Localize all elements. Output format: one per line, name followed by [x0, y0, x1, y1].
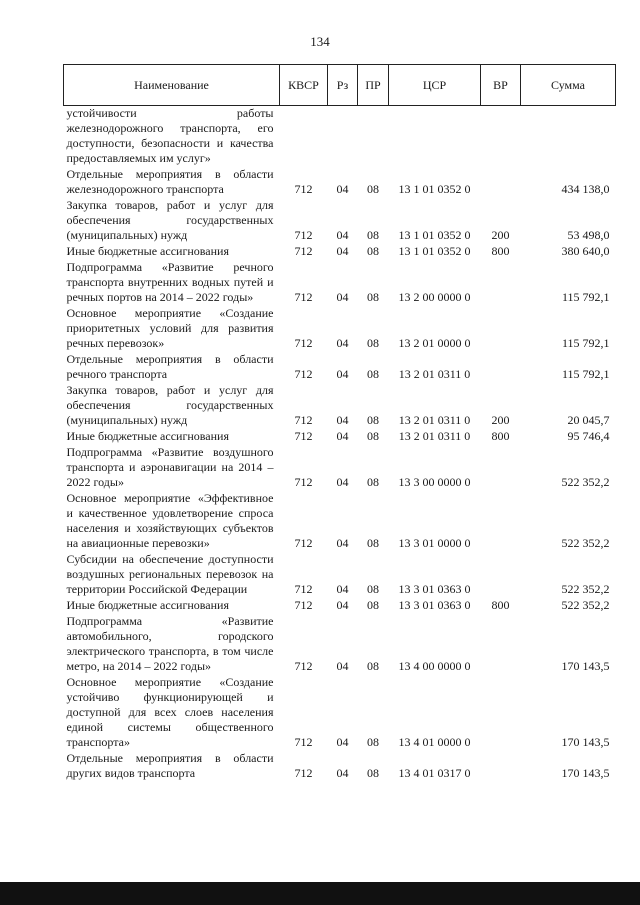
cell-name: Закупка товаров, работ и услуг для обеспечения государственных (муниципальных) нужд: [66, 383, 274, 427]
cell-pr: 08: [367, 336, 379, 350]
cell-name: Подпрограмма «Развитие воздушного транспорта и аэронавигации на 2014 – 2022 годы»: [66, 445, 274, 489]
cell-csr: 13 2 01 0311 0: [398, 429, 471, 443]
cell-csr: 13 4 01 0000 0: [398, 735, 471, 749]
cell-name: Иные бюджетные ассигнования: [66, 429, 229, 443]
cell-vr: [481, 491, 521, 552]
cell-kvsr: 712: [294, 766, 313, 780]
cell-csr: 13 2 00 0000 0: [398, 290, 471, 304]
cell-vr: 800: [491, 598, 510, 612]
table-row: [64, 352, 616, 383]
header-csr: ЦСР: [389, 65, 481, 106]
cell-sum: 115 792,1: [561, 367, 610, 381]
cell-sum: 380 640,0: [561, 244, 610, 258]
cell-name: Иные бюджетные ассигнования: [66, 244, 229, 258]
cell-rz: 04: [336, 228, 349, 242]
scan-bottom-edge: [0, 882, 640, 905]
cell-kvsr: 712: [294, 536, 313, 550]
table-row: [64, 244, 616, 260]
header-kvsr: КВСР: [280, 65, 328, 106]
cell-name: Подпрограмма «Развитие речного транспорта внутренних водных путей и речных портов на 2014 – 2022 годы»: [66, 260, 274, 304]
cell-sum: 115 792,1: [561, 290, 610, 304]
cell-sum: 20 045,7: [567, 413, 610, 427]
cell-rz: 04: [336, 582, 349, 596]
header-name: Наименование: [64, 65, 280, 106]
cell-kvsr: 712: [294, 413, 313, 427]
cell-vr: [481, 167, 521, 198]
cell-vr: [481, 445, 521, 491]
cell-pr: 08: [367, 244, 379, 258]
table-row: [64, 491, 616, 552]
cell-vr: [481, 675, 521, 751]
cell-kvsr: 712: [294, 228, 313, 242]
cell-sum: 115 792,1: [561, 336, 610, 350]
cell-name: Подпрограмма «Развитие автомобильного, городского электрического транспорта, в том числе метро, на 2014 – 2022 годы»: [66, 614, 274, 673]
cell-vr: [481, 751, 521, 782]
cell-pr: 08: [367, 766, 379, 780]
cell-csr: 13 2 01 0311 0: [398, 367, 471, 381]
cell-rz: 04: [336, 766, 349, 780]
cell-name: Основное мероприятие «Создание устойчиво функционирующей и доступной для всех слоев населения единой системы общественного транспорта»: [66, 675, 274, 749]
header-pr: ПР: [358, 65, 389, 106]
table-row: [64, 614, 616, 675]
cell-csr: 13 3 00 0000 0: [398, 475, 471, 489]
cell-rz: 04: [336, 367, 349, 381]
cell-csr: 13 4 01 0317 0: [398, 766, 471, 780]
cell-kvsr: 712: [294, 598, 313, 612]
cell-sum: 522 352,2: [561, 598, 610, 612]
cell-kvsr: 712: [294, 244, 313, 258]
cell-csr: 13 4 00 0000 0: [398, 659, 471, 673]
cell-rz: 04: [336, 413, 349, 427]
cell-rz: 04: [336, 244, 349, 258]
cell-kvsr: 712: [294, 182, 313, 196]
cell-rz: 04: [336, 429, 349, 443]
cell-pr: 08: [367, 598, 379, 612]
cell-csr: 13 2 01 0311 0: [398, 413, 471, 427]
cell-kvsr: 712: [294, 475, 313, 489]
cell-kvsr: 712: [294, 367, 313, 381]
table-row: [64, 429, 616, 445]
cell-csr: 13 2 01 0000 0: [398, 336, 471, 350]
cell-name: Субсидии на обеспечение доступности воздушных региональных перевозок на территории Российской Федерации: [66, 552, 274, 596]
cell-csr: 13 3 01 0363 0: [398, 598, 471, 612]
table-row: [64, 445, 616, 491]
cell-rz: 04: [336, 659, 349, 673]
table-row: [64, 383, 616, 429]
cell-rz: 04: [336, 290, 349, 304]
cell-sum: 53 498,0: [567, 228, 610, 242]
cell-sum: 434 138,0: [561, 182, 610, 196]
cell-vr: 800: [491, 429, 510, 443]
cell-vr: [481, 614, 521, 675]
cell-kvsr: 712: [294, 429, 313, 443]
cell-csr: 13 1 01 0352 0: [398, 244, 471, 258]
cell-pr: 08: [367, 429, 379, 443]
table-body: [64, 106, 616, 783]
cell-vr: 200: [491, 228, 510, 242]
cell-vr: 200: [491, 413, 510, 427]
cell-name: устойчивости работы железнодорожного транспорта, его доступности, безопасности и качества предоставляемых им услуг»: [66, 106, 274, 165]
table-row: [64, 198, 616, 244]
cell-rz: 04: [336, 598, 349, 612]
cell-vr: [481, 552, 521, 598]
table-row: [64, 167, 616, 198]
cell-pr: 08: [367, 735, 379, 749]
cell-sum: [521, 106, 616, 168]
table-row: [64, 306, 616, 352]
cell-vr: 800: [491, 244, 510, 258]
cell-rz: [328, 106, 358, 168]
cell-sum: 95 746,4: [567, 429, 610, 443]
cell-pr: 08: [367, 290, 379, 304]
cell-rz: 04: [336, 475, 349, 489]
table-row: [64, 598, 616, 614]
cell-name: Основное мероприятие «Эффективное и качественное удовлетворение спроса населения и хозяйствующих субъектов на авиационные перевозки»: [66, 491, 274, 550]
table-row: [64, 260, 616, 306]
cell-csr: 13 1 01 0352 0: [398, 228, 471, 242]
cell-csr: 13 3 01 0363 0: [398, 582, 471, 596]
cell-vr: [481, 306, 521, 352]
cell-csr: [389, 106, 481, 168]
cell-pr: 08: [367, 413, 379, 427]
cell-rz: 04: [336, 536, 349, 550]
table-header-row: [64, 65, 616, 106]
cell-rz: 04: [336, 336, 349, 350]
table-row: [64, 552, 616, 598]
header-sum: Сумма: [521, 65, 616, 106]
cell-rz: 04: [336, 182, 349, 196]
cell-pr: 08: [367, 367, 379, 381]
cell-kvsr: 712: [294, 582, 313, 596]
cell-csr: 13 3 01 0000 0: [398, 536, 471, 550]
cell-pr: 08: [367, 182, 379, 196]
cell-name: Основное мероприятие «Создание приоритетных условий для развития речных перевозок»: [66, 306, 274, 350]
cell-kvsr: 712: [294, 290, 313, 304]
cell-sum: 522 352,2: [561, 536, 610, 550]
cell-pr: 08: [367, 228, 379, 242]
cell-name: Закупка товаров, работ и услуг для обеспечения государственных (муниципальных) нужд: [66, 198, 274, 242]
budget-table: [63, 64, 616, 782]
cell-kvsr: 712: [294, 659, 313, 673]
cell-sum: 522 352,2: [561, 475, 610, 489]
cell-sum: 170 143,5: [561, 735, 610, 749]
table-row: [64, 751, 616, 782]
cell-name: Отдельные мероприятия в области других видов транспорта: [66, 751, 274, 780]
cell-vr: [481, 106, 521, 168]
cell-pr: 08: [367, 536, 379, 550]
cell-pr: 08: [367, 659, 379, 673]
cell-kvsr: [280, 106, 328, 168]
cell-pr: [358, 106, 389, 168]
cell-kvsr: 712: [294, 735, 313, 749]
cell-pr: 08: [367, 582, 379, 596]
cell-kvsr: 712: [294, 336, 313, 350]
cell-rz: 04: [336, 735, 349, 749]
cell-sum: 522 352,2: [561, 582, 610, 596]
cell-pr: 08: [367, 475, 379, 489]
table-row: [64, 106, 616, 168]
table-row: [64, 675, 616, 751]
cell-sum: 170 143,5: [561, 659, 610, 673]
page-number: 134: [310, 34, 330, 49]
header-vr: ВР: [481, 65, 521, 106]
cell-vr: [481, 352, 521, 383]
cell-sum: 170 143,5: [561, 766, 610, 780]
header-rz: Рз: [328, 65, 358, 106]
cell-name: Отдельные мероприятия в области железнодорожного транспорта: [66, 167, 274, 196]
cell-name: Иные бюджетные ассигнования: [66, 598, 229, 612]
cell-vr: [481, 260, 521, 306]
cell-name: Отдельные мероприятия в области речного транспорта: [66, 352, 274, 381]
cell-csr: 13 1 01 0352 0: [398, 182, 471, 196]
